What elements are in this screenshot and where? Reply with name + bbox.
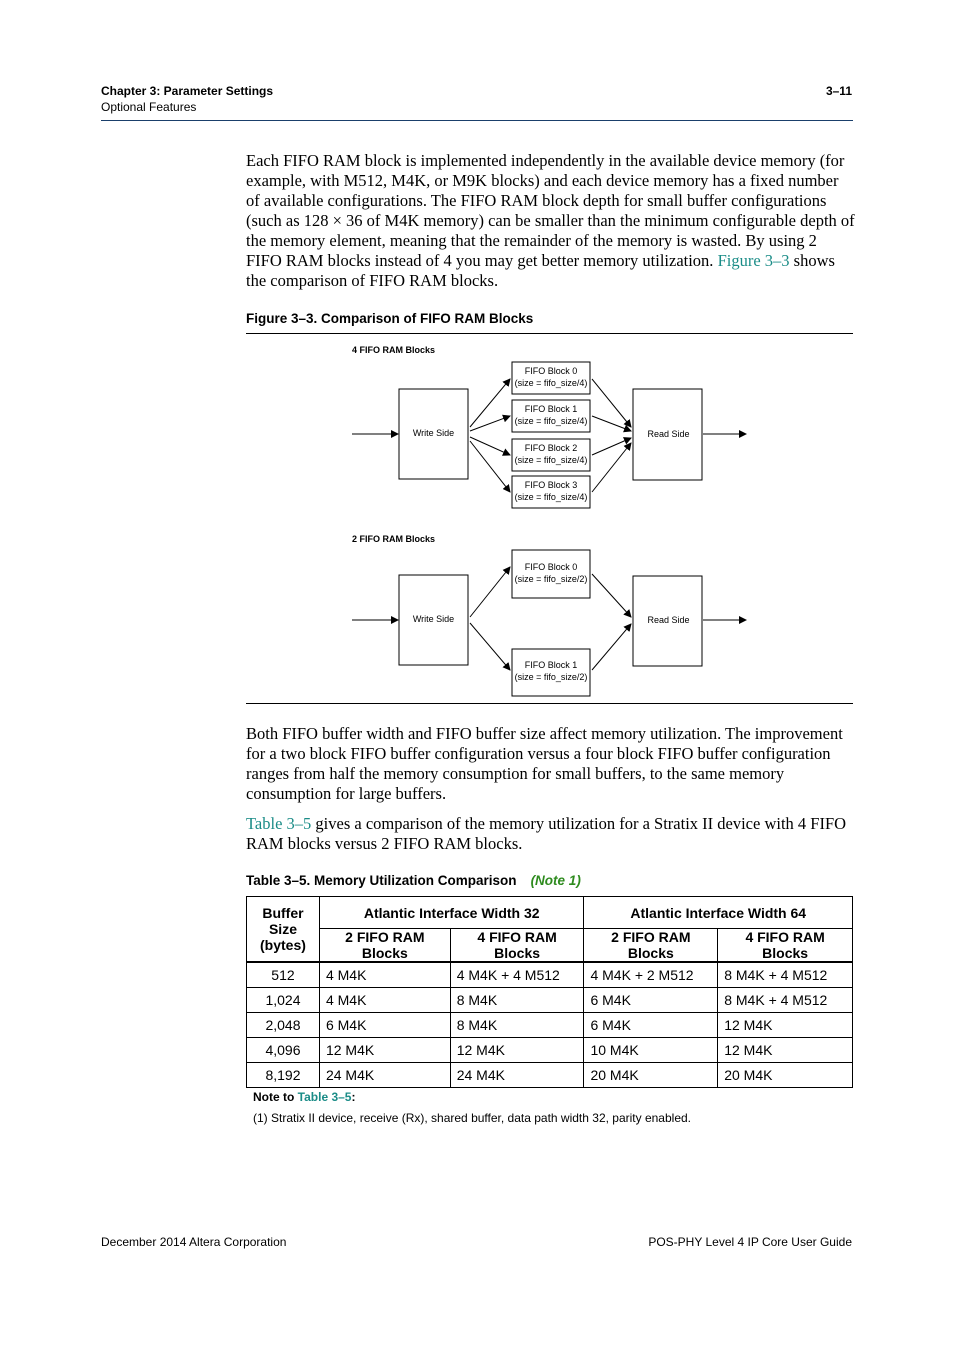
intro-text: Each FIFO RAM block is implemented independently in the available device memory (for example, with M512, M4K, or M9K blocks) and each device memory has a fixed number of available configurations. The FIFO RAM block depth for small buffer configurations (such as 128 × 36 of M4K memory) can be smaller than the minimum configurable depth of the memory element, meaning that the remainder of the memory is wasted. By using 2 FIFO RAM blocks instead of 4 you may get better memory utilization. bbox=[246, 151, 855, 270]
col-group-width-32: Atlantic Interface Width 32 bbox=[319, 897, 584, 929]
table-cell: 8 M4K bbox=[450, 988, 584, 1013]
table-cell: 12 M4K bbox=[718, 1013, 853, 1038]
table-note-1: (1) Stratix II device, receive (Rx), shared buffer, data path width 32, parity enabled. bbox=[253, 1111, 692, 1125]
table-cell: 24 M4K bbox=[450, 1063, 584, 1088]
fifo-block-size: (size = fifo_size/4) bbox=[514, 416, 588, 426]
col-header-64-4-blocks: 4 FIFO RAM Blocks bbox=[718, 929, 853, 963]
block-to-read-arrow bbox=[592, 379, 631, 427]
fifo-block-size: (size = fifo_size/2) bbox=[514, 672, 588, 682]
write-to-block-arrow bbox=[470, 623, 510, 670]
table-cell: 10 M4K bbox=[584, 1038, 718, 1063]
write-to-block-arrow bbox=[470, 441, 510, 492]
table-row bbox=[247, 988, 853, 1013]
block-to-read-arrow bbox=[592, 574, 631, 617]
write-to-block-arrow bbox=[470, 567, 510, 617]
table-cell: 4 M4K + 2 M512 bbox=[584, 962, 718, 988]
cell-buffer-size: 2,048 bbox=[247, 1013, 320, 1038]
table-cell: 4 M4K bbox=[319, 988, 450, 1013]
fifo-block-name: FIFO Block 0 bbox=[524, 366, 578, 376]
footer-date-company: December 2014 Altera Corporation bbox=[101, 1235, 287, 1249]
fifo-block-size: (size = fifo_size/4) bbox=[514, 492, 588, 502]
table-cell: 20 M4K bbox=[584, 1063, 718, 1088]
fifo-block-name: FIFO Block 3 bbox=[524, 480, 578, 490]
fifo-block-name: FIFO Block 2 bbox=[524, 443, 578, 453]
fifo-block-size: (size = fifo_size/4) bbox=[514, 455, 588, 465]
table-cell: 24 M4K bbox=[319, 1063, 450, 1088]
table-cell: 12 M4K bbox=[450, 1038, 584, 1063]
cell-buffer-size: 4,096 bbox=[247, 1038, 320, 1063]
col-header-buffer-size: Buffer Size (bytes) bbox=[247, 897, 320, 963]
table-row bbox=[247, 1038, 853, 1063]
label-2-blocks: 2 FIFO RAM Blocks bbox=[352, 534, 436, 544]
table-intro-text: gives a comparison of the memory utilization for a Stratix II device with 4 FIFO RAM blocks versus 2 FIFO RAM blocks. bbox=[246, 814, 847, 853]
figure-caption: Figure 3–3. Comparison of FIFO RAM Blocks bbox=[246, 311, 534, 326]
table-cell: 8 M4K + 4 M512 bbox=[718, 962, 853, 988]
notes-table-link[interactable]: Table 3–5 bbox=[297, 1090, 352, 1104]
table-cell: 6 M4K bbox=[319, 1013, 450, 1038]
block-to-read-arrow bbox=[592, 624, 631, 670]
fifo-block-name: FIFO Block 1 bbox=[524, 660, 578, 670]
col-header-32-2-blocks: 2 FIFO RAM Blocks bbox=[319, 929, 450, 963]
write-to-block-arrow bbox=[470, 416, 510, 431]
notes-prefix: Note to bbox=[253, 1090, 298, 1104]
label-4-blocks: 4 FIFO RAM Blocks bbox=[352, 345, 436, 355]
table-cell: 4 M4K bbox=[319, 962, 450, 988]
write-to-block-arrow bbox=[470, 437, 510, 455]
fifo-block-size: (size = fifo_size/2) bbox=[514, 574, 588, 584]
table-cell: 12 M4K bbox=[319, 1038, 450, 1063]
cell-buffer-size: 8,192 bbox=[247, 1063, 320, 1088]
table-caption bbox=[246, 873, 581, 888]
intro-tail: shows the comparison of FIFO RAM blocks. bbox=[246, 251, 835, 290]
fifo-block-name: FIFO Block 0 bbox=[524, 562, 578, 572]
notes-suffix: : bbox=[351, 1090, 356, 1104]
cell-buffer-size: 512 bbox=[247, 962, 320, 988]
block-to-read-arrow bbox=[592, 443, 631, 492]
block-to-read-arrow bbox=[592, 416, 631, 431]
fifo-block-name: FIFO Block 1 bbox=[524, 404, 578, 414]
table-cell: 12 M4K bbox=[718, 1038, 853, 1063]
table-notes-heading bbox=[253, 1090, 355, 1104]
page-number: 3–11 bbox=[825, 84, 852, 98]
read-side-label-bottom: Read Side bbox=[647, 615, 690, 625]
table-row bbox=[247, 962, 853, 988]
table-caption-text: Table 3–5. Memory Utilization Comparison bbox=[246, 873, 517, 888]
table-row bbox=[247, 1063, 853, 1088]
memory-utilization-table bbox=[246, 896, 853, 1088]
table-cell: 20 M4K bbox=[718, 1063, 853, 1088]
figure-link[interactable]: Figure 3–3 bbox=[717, 251, 790, 270]
col-group-width-64: Atlantic Interface Width 64 bbox=[584, 897, 853, 929]
write-side-label-bottom: Write Side bbox=[412, 614, 455, 624]
table-intro-paragraph bbox=[246, 814, 856, 854]
write-side-label-top: Write Side bbox=[412, 428, 455, 438]
block-to-read-arrow bbox=[592, 438, 631, 455]
read-side-label-top: Read Side bbox=[647, 429, 690, 439]
table-cell: 4 M4K + 4 M512 bbox=[450, 962, 584, 988]
table-note-ref[interactable]: (Note 1) bbox=[530, 873, 581, 888]
table-cell: 6 M4K bbox=[584, 1013, 718, 1038]
cell-buffer-size: 1,024 bbox=[247, 988, 320, 1013]
table-row bbox=[247, 1013, 853, 1038]
footer-guide-title: POS-PHY Level 4 IP Core User Guide bbox=[648, 1235, 852, 1249]
table-cell: 6 M4K bbox=[584, 988, 718, 1013]
col-header-32-4-blocks: 4 FIFO RAM Blocks bbox=[450, 929, 584, 963]
table-link[interactable]: Table 3–5 bbox=[246, 814, 312, 833]
header-chapter: Chapter 3: Parameter Settings bbox=[101, 84, 274, 98]
write-to-block-arrow bbox=[470, 379, 510, 427]
header-section: Optional Features bbox=[101, 100, 197, 114]
fifo-block-size: (size = fifo_size/4) bbox=[514, 378, 588, 388]
figure-bottom-rule bbox=[246, 703, 853, 704]
col-header-64-2-blocks: 2 FIFO RAM Blocks bbox=[584, 929, 718, 963]
table-cell: 8 M4K + 4 M512 bbox=[718, 988, 853, 1013]
utilization-paragraph: Both FIFO buffer width and FIFO buffer size affect memory utilization. The improvement for a two block FIFO buffer configuration versus a four block FIFO buffer configuration ranges from half the memory consumption for small buffers, to the same memory consumption for large buffers. bbox=[246, 724, 843, 803]
table-cell: 8 M4K bbox=[450, 1013, 584, 1038]
